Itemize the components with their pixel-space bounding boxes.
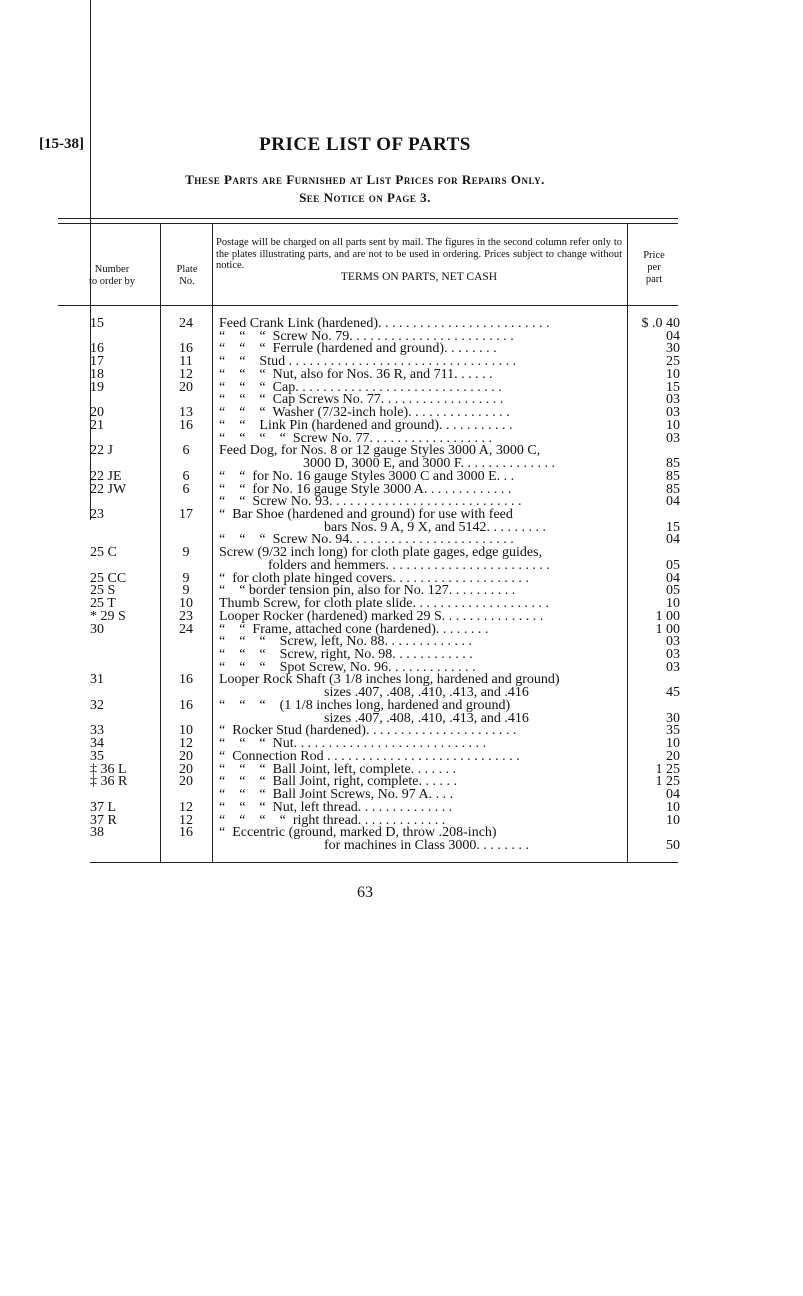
part-description: “ “ “ Ferrule (hardened and ground). . . . . . . . bbox=[219, 341, 497, 357]
part-price: 10 bbox=[666, 596, 680, 612]
part-description: “ “ “ (1 1/8 inches long, hardened and ground) bbox=[219, 697, 511, 713]
part-description: “ “ for No. 16 gauge Style 3000 A. . . . . . . . . . . . . bbox=[219, 481, 512, 497]
part-description: Feed Dog, for Nos. 8 or 12 gauge Styles 3000 A, 3000 C, bbox=[219, 443, 541, 459]
plate-number: 9 bbox=[182, 570, 190, 586]
part-number: 33 bbox=[90, 723, 104, 739]
part-description: “ “ Screw No. 93. . . . . . . . . . . . . . . . . . . . . . . . . . . . bbox=[219, 494, 522, 510]
page-title: PRICE LIST OF PARTS bbox=[259, 134, 471, 155]
part-number: 25 T bbox=[90, 596, 116, 612]
part-number: 22 J bbox=[90, 443, 113, 459]
part-price: 45 bbox=[666, 685, 680, 701]
header-number-col: Number to order by bbox=[88, 264, 136, 287]
part-description: “ “ “ “ Screw No. 77. . . . . . . . . . . . . . . . . . bbox=[219, 430, 492, 446]
plate-number: 24 bbox=[179, 621, 193, 637]
part-price: 15 bbox=[666, 519, 680, 535]
part-price: 15 bbox=[666, 379, 680, 395]
part-number: 18 bbox=[90, 366, 104, 382]
table-bottom-rule bbox=[90, 862, 678, 863]
plate-number: 12 bbox=[179, 799, 193, 815]
part-number: 22 JE bbox=[90, 468, 122, 484]
part-description: sizes .407, .408, .410, .413, and .416 bbox=[219, 710, 529, 726]
part-price: 04 bbox=[666, 570, 680, 586]
table-row bbox=[0, 838, 803, 857]
part-description: Thumb Screw, for cloth plate slide. . . . . . . . . . . . . . . . . . . . bbox=[219, 596, 549, 612]
plate-number: 13 bbox=[179, 405, 193, 421]
part-description: for machines in Class 3000. . . . . . . . bbox=[219, 838, 529, 853]
part-description: “ Bar Shoe (hardened and ground) for use with feed bbox=[219, 506, 513, 522]
table-top-rule-2 bbox=[58, 223, 678, 224]
part-price: 35 bbox=[666, 723, 680, 739]
part-number: 37 L bbox=[90, 799, 117, 815]
part-number: 38 bbox=[90, 825, 104, 841]
part-price: 03 bbox=[666, 647, 680, 663]
plate-number: 12 bbox=[179, 366, 193, 382]
part-number: * 29 S bbox=[90, 608, 126, 624]
part-price: 03 bbox=[666, 430, 680, 446]
part-description: “ Eccentric (ground, marked D, throw .208-inch) bbox=[219, 825, 497, 841]
part-price: 20 bbox=[666, 748, 680, 764]
plate-number: 9 bbox=[182, 545, 190, 561]
part-price: 04 bbox=[666, 328, 680, 344]
part-description: “ “ “ Ball Joint Screws, No. 97 A. . . . bbox=[219, 787, 454, 803]
part-description: “ Connection Rod . . . . . . . . . . . . . . . . . . . . . . . . . . . . bbox=[219, 748, 520, 764]
part-description: “ for cloth plate hinged covers. . . . . . . . . . . . . . . . . . . . bbox=[219, 570, 529, 586]
part-description: “ “ “ Screw, right, No. 98. . . . . . . . . . . . bbox=[219, 647, 473, 663]
part-price: 50 bbox=[666, 838, 680, 853]
part-number: 23 bbox=[90, 506, 104, 522]
part-number: ‡ 36 R bbox=[90, 774, 128, 790]
part-description: “ “ Stud . . . . . . . . . . . . . . . . . . . . . . . . . . . . . . . . . bbox=[219, 354, 517, 370]
plate-number: 23 bbox=[179, 608, 193, 624]
plate-number: 20 bbox=[179, 774, 193, 790]
plate-number: 17 bbox=[179, 506, 193, 522]
part-description: “ “ “ Screw No. 94. . . . . . . . . . . . . . . . . . . . . . . . bbox=[219, 532, 514, 548]
part-description: Looper Rocker (hardened) marked 29 S. . . . . . . . . . . . . . . bbox=[219, 608, 544, 624]
part-price: 04 bbox=[666, 494, 680, 510]
part-description: “ “ “ Screw No. 79. . . . . . . . . . . . . . . . . . . . . . . . bbox=[219, 328, 514, 344]
part-description: “ Rocker Stud (hardened). . . . . . . . . . . . . . . . . . . . . . bbox=[219, 723, 517, 739]
part-description: “ “ “ Cap. . . . . . . . . . . . . . . . . . . . . . . . . . . . . . bbox=[219, 379, 502, 395]
part-description: “ “ “ Ball Joint, right, complete. . . . . . bbox=[219, 774, 457, 790]
part-description: “ “ for No. 16 gauge Styles 3000 C and 3000 E. . . bbox=[219, 468, 515, 484]
plate-number: 10 bbox=[179, 596, 193, 612]
part-price: 03 bbox=[666, 634, 680, 650]
part-number: 32 bbox=[90, 697, 104, 713]
plate-number: 20 bbox=[179, 748, 193, 764]
plate-number: 6 bbox=[182, 468, 190, 484]
part-description: folders and hemmers. . . . . . . . . . . . . . . . . . . . . . . . bbox=[219, 557, 550, 573]
part-description: sizes .407, .408, .410, .413, and .416 bbox=[219, 685, 529, 701]
part-description: Feed Crank Link (hardened). . . . . . . . . . . . . . . . . . . . . . . . . bbox=[219, 316, 550, 331]
plate-number: 12 bbox=[179, 736, 193, 752]
part-price: 25 bbox=[666, 354, 680, 370]
part-price: 1 00 bbox=[655, 608, 680, 624]
part-number: 25 C bbox=[90, 545, 117, 561]
part-description: “ “ Link Pin (hardened and ground). . . . . . . . . . . bbox=[219, 417, 513, 433]
plate-number: 10 bbox=[179, 723, 193, 739]
part-number: 17 bbox=[90, 354, 104, 370]
part-number: 25 CC bbox=[90, 570, 127, 586]
header-price-col: Price per part bbox=[643, 250, 665, 285]
subtitle-see-notice: See Notice on Page 3. bbox=[299, 190, 431, 205]
part-number: 19 bbox=[90, 379, 104, 395]
part-description: “ “ “ Spot Screw, No. 96. . . . . . . . . . . . . bbox=[219, 659, 476, 675]
part-price: 85 bbox=[666, 481, 680, 497]
part-price: 1 25 bbox=[655, 761, 680, 777]
part-number: 37 R bbox=[90, 812, 117, 828]
part-price: 05 bbox=[666, 557, 680, 573]
part-price: $ .0 40 bbox=[641, 316, 680, 331]
part-price: 10 bbox=[666, 366, 680, 382]
plate-number: 12 bbox=[179, 812, 193, 828]
part-price: 10 bbox=[666, 812, 680, 828]
part-description: “ “ “ Nut, left thread. . . . . . . . . . . . . . bbox=[219, 799, 453, 815]
part-description: “ “ Frame, attached cone (hardened). . . . . . . . bbox=[219, 621, 489, 637]
plate-number: 16 bbox=[179, 417, 193, 433]
part-price: 10 bbox=[666, 417, 680, 433]
part-price: 85 bbox=[666, 456, 680, 472]
plate-number: 9 bbox=[182, 583, 190, 599]
table-top-rule bbox=[58, 218, 678, 219]
part-description: Looper Rock Shaft (3 1/8 inches long, hardened and ground) bbox=[219, 672, 560, 688]
part-number: 20 bbox=[90, 405, 104, 421]
header-bottom-rule bbox=[58, 305, 678, 306]
part-number: 22 JW bbox=[90, 481, 127, 497]
part-description: “ “ “ Nut. . . . . . . . . . . . . . . . . . . . . . . . . . . . bbox=[219, 736, 487, 752]
plate-number: 16 bbox=[179, 672, 193, 688]
part-price: 03 bbox=[666, 405, 680, 421]
plate-number: 16 bbox=[179, 825, 193, 841]
plate-number: 20 bbox=[179, 761, 193, 777]
part-description: “ “ “ Screw, left, No. 88. . . . . . . . . . . . . bbox=[219, 634, 472, 650]
plate-number: 24 bbox=[179, 316, 193, 331]
part-price: 05 bbox=[666, 583, 680, 599]
part-description: “ “ “ Washer (7/32-inch hole). . . . . . . . . . . . . . . bbox=[219, 405, 510, 421]
plate-number: 16 bbox=[179, 341, 193, 357]
part-description: “ “ “ Nut, also for Nos. 36 R, and 711. . . . . . bbox=[219, 366, 493, 382]
part-number: ‡ 36 L bbox=[90, 761, 127, 777]
part-description: bars Nos. 9 A, 9 X, and 5142. . . . . . . . . bbox=[219, 519, 547, 535]
part-number: 31 bbox=[90, 672, 104, 688]
part-description: “ “ “ Ball Joint, left, complete. . . . . . . bbox=[219, 761, 457, 777]
plate-number: 6 bbox=[182, 443, 190, 459]
part-price: 1 00 bbox=[655, 621, 680, 637]
part-price: 04 bbox=[666, 532, 680, 548]
page-reference: [15-38] bbox=[39, 136, 84, 152]
part-description: “ “ “ “ right thread. . . . . . . . . . . . . bbox=[219, 812, 446, 828]
part-number: 25 S bbox=[90, 583, 116, 599]
part-description: 3000 D, 3000 E, and 3000 F. . . . . . . . . . . . . . bbox=[219, 456, 556, 472]
plate-number: 20 bbox=[179, 379, 193, 395]
plate-number: 6 bbox=[182, 481, 190, 497]
part-price: 10 bbox=[666, 736, 680, 752]
part-price: 1 25 bbox=[655, 774, 680, 790]
header-plate-col: Plate No. bbox=[176, 264, 198, 287]
part-price: 04 bbox=[666, 787, 680, 803]
page-number: 63 bbox=[357, 884, 373, 901]
part-price: 10 bbox=[666, 799, 680, 815]
plate-number: 11 bbox=[179, 354, 193, 370]
part-number: 21 bbox=[90, 417, 104, 433]
part-number: 15 bbox=[90, 316, 104, 331]
plate-number: 16 bbox=[179, 697, 193, 713]
subtitle-repairs-notice: These Parts are Furnished at List Prices for Repairs Only. bbox=[185, 172, 545, 187]
part-number: 30 bbox=[90, 621, 104, 637]
part-number: 34 bbox=[90, 736, 104, 752]
part-price: 85 bbox=[666, 468, 680, 484]
part-price: 03 bbox=[666, 392, 680, 408]
part-description: Screw (9/32 inch long) for cloth plate gages, edge guides, bbox=[219, 545, 543, 561]
header-terms: TERMS ON PARTS, NET CASH bbox=[340, 270, 498, 283]
part-description: “ “ “ Cap Screws No. 77. . . . . . . . . . . . . . . . . . bbox=[219, 392, 504, 408]
part-price: 30 bbox=[666, 710, 680, 726]
part-price: 03 bbox=[666, 659, 680, 675]
part-number: 35 bbox=[90, 748, 104, 764]
part-description: “ “ border tension pin, also for No. 127. . . . . . . . . . bbox=[219, 583, 516, 599]
header-postage-note: Postage will be charged on all parts sent by mail. The figures in the second column refer only to the plates illustrating parts, and are not to be used in ordering. Prices subject to change without notice. TERMS ON PARTS, NET CASH bbox=[216, 237, 622, 283]
part-price: 30 bbox=[666, 341, 680, 357]
part-number: 16 bbox=[90, 341, 104, 357]
